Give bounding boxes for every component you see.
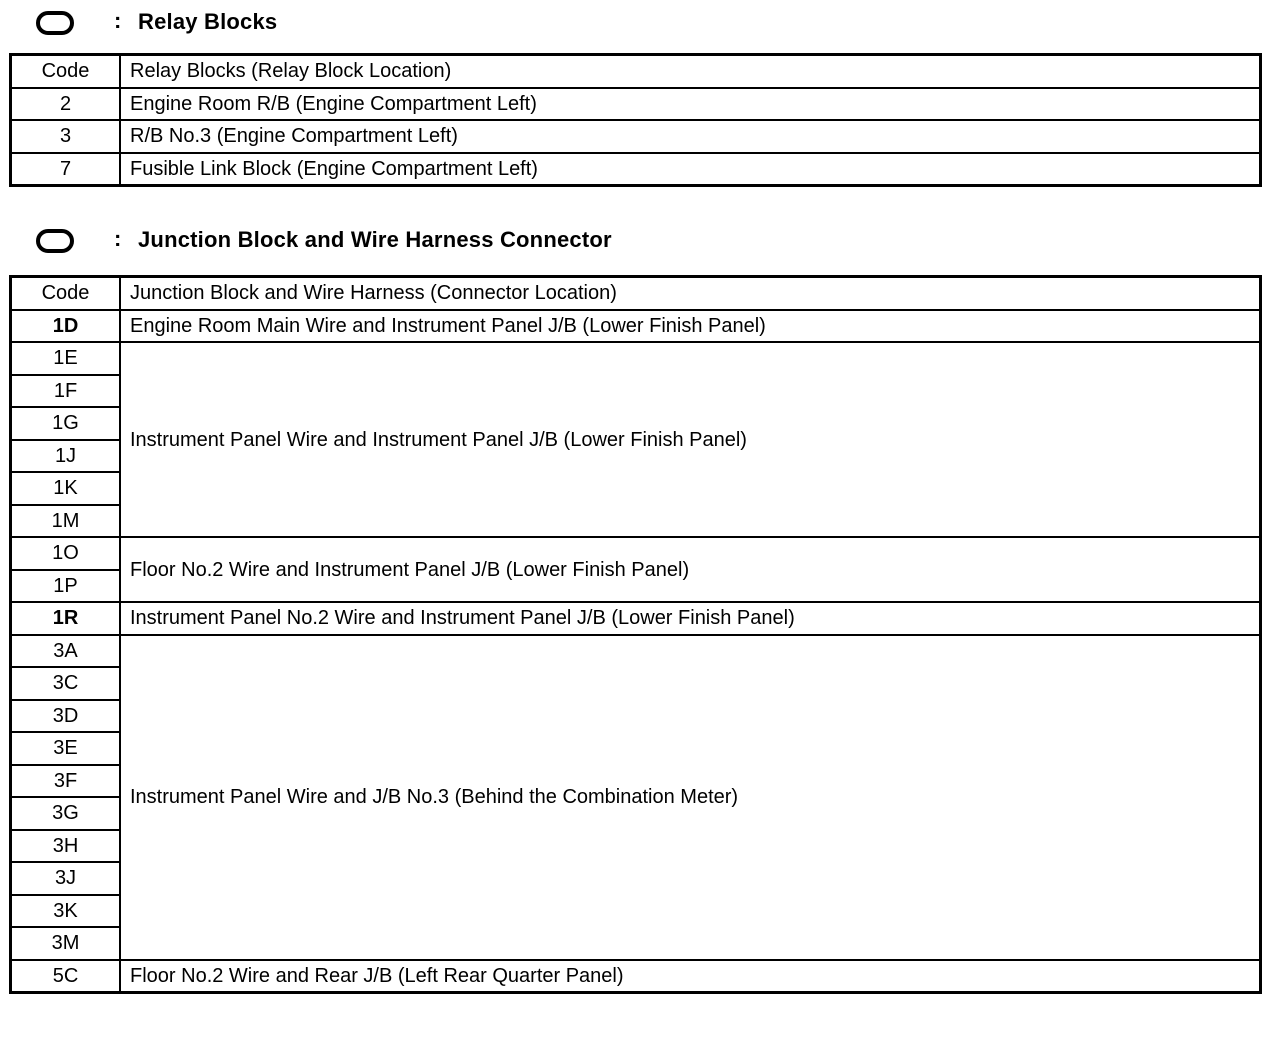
code-cell: 3A	[11, 635, 121, 668]
table-row	[11, 960, 1261, 993]
table-row	[11, 635, 1261, 668]
code-cell: 1G	[11, 407, 121, 440]
code-cell: 1E	[11, 342, 121, 375]
code-cell: 1M	[11, 505, 121, 538]
code-cell: 1K	[11, 472, 121, 505]
table-row	[11, 310, 1261, 343]
description-cell: Floor No.2 Wire and Rear J/B (Left Rear Quarter Panel)	[120, 960, 1261, 993]
code-cell: 3	[11, 120, 121, 153]
code-cell: 7	[11, 153, 121, 186]
relay-blocks-heading	[0, 4, 1280, 44]
description-cell: Instrument Panel No.2 Wire and Instrument Panel J/B (Lower Finish Panel)	[120, 602, 1261, 635]
description-cell: Instrument Panel Wire and J/B No.3 (Behind the Combination Meter)	[120, 635, 1261, 960]
description-cell: Instrument Panel Wire and Instrument Panel J/B (Lower Finish Panel)	[120, 342, 1261, 537]
code-cell: 1F	[11, 375, 121, 408]
relay-blocks-table	[9, 53, 1262, 187]
section-title: Relay Blocks	[138, 9, 278, 34]
code-cell: 1P	[11, 570, 121, 603]
description-header: Relay Blocks (Relay Block Location)	[120, 55, 1261, 88]
table-header-row	[11, 55, 1261, 88]
code-cell: 3C	[11, 667, 121, 700]
code-header: Code	[11, 55, 121, 88]
junction-blocks-heading	[0, 222, 1280, 262]
heading-colon: :	[114, 8, 122, 33]
junction-blocks-table	[9, 275, 1262, 994]
table-row	[11, 342, 1261, 375]
description-cell: Fusible Link Block (Engine Compartment Left)	[120, 153, 1261, 186]
code-cell: 3G	[11, 797, 121, 830]
description-cell: R/B No.3 (Engine Compartment Left)	[120, 120, 1261, 153]
table-row	[11, 120, 1261, 153]
table-row	[11, 153, 1261, 186]
table-header-row	[11, 277, 1261, 310]
code-cell: 3J	[11, 862, 121, 895]
code-cell: 1R	[11, 602, 121, 635]
code-cell: 1O	[11, 537, 121, 570]
description-header: Junction Block and Wire Harness (Connector Location)	[120, 277, 1261, 310]
description-cell: Floor No.2 Wire and Instrument Panel J/B (Lower Finish Panel)	[120, 537, 1261, 602]
table-row	[11, 88, 1261, 121]
code-cell: 2	[11, 88, 121, 121]
code-cell: 3M	[11, 927, 121, 960]
description-cell: Engine Room R/B (Engine Compartment Left)	[120, 88, 1261, 121]
heading-colon: :	[114, 226, 122, 251]
code-cell: 5C	[11, 960, 121, 993]
code-cell: 3K	[11, 895, 121, 928]
code-cell: 3D	[11, 700, 121, 733]
code-cell: 3E	[11, 732, 121, 765]
code-header: Code	[11, 277, 121, 310]
code-cell: 1D	[11, 310, 121, 343]
junction-block-symbol-icon	[36, 229, 74, 253]
table-row	[11, 537, 1261, 570]
table-row	[11, 602, 1261, 635]
code-cell: 3F	[11, 765, 121, 798]
code-cell: 1J	[11, 440, 121, 473]
code-cell: 3H	[11, 830, 121, 863]
relay-block-symbol-icon	[36, 11, 74, 35]
section-title: Junction Block and Wire Harness Connector	[138, 227, 612, 252]
description-cell: Engine Room Main Wire and Instrument Panel J/B (Lower Finish Panel)	[120, 310, 1261, 343]
